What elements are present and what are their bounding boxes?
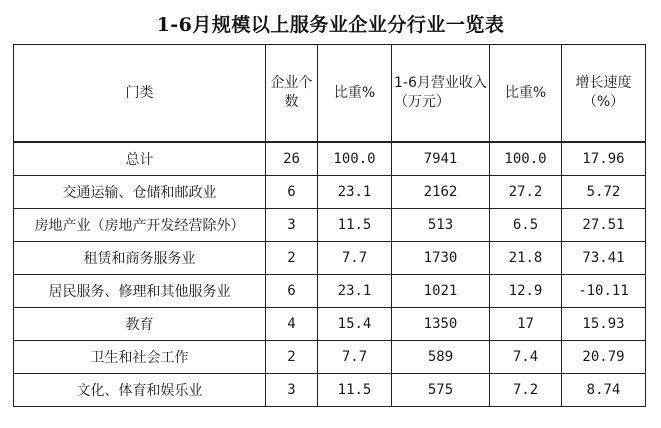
cell-revenue: 513 <box>392 209 490 242</box>
cell-share-count: 23.1 <box>318 275 392 308</box>
cell-share-revenue: 100.0 <box>490 142 562 176</box>
table-row <box>14 176 646 209</box>
cell-enterprise-count: 2 <box>266 242 318 275</box>
cell-revenue: 1350 <box>392 308 490 341</box>
cell-share-revenue: 7.4 <box>490 341 562 374</box>
cell-category: 交通运输、仓储和邮政业 <box>14 176 266 209</box>
cell-share-revenue: 27.2 <box>490 176 562 209</box>
header-enterprise-count: 企业个数 <box>266 45 318 143</box>
table-row <box>14 275 646 308</box>
cell-enterprise-count: 6 <box>266 176 318 209</box>
cell-enterprise-count: 3 <box>266 209 318 242</box>
cell-revenue: 1730 <box>392 242 490 275</box>
cell-share-revenue: 21.8 <box>490 242 562 275</box>
cell-enterprise-count: 3 <box>266 374 318 407</box>
table-row <box>14 142 646 176</box>
cell-revenue: 2162 <box>392 176 490 209</box>
cell-category: 总计 <box>14 142 266 176</box>
cell-category: 房地产业（房地产开发经营除外） <box>14 209 266 242</box>
cell-category: 居民服务、修理和其他服务业 <box>14 275 266 308</box>
cell-category: 卫生和社会工作 <box>14 341 266 374</box>
cell-enterprise-count: 26 <box>266 142 318 176</box>
cell-growth: 27.51 <box>562 209 646 242</box>
cell-share-revenue: 17 <box>490 308 562 341</box>
header-growth: 增长速度（%） <box>562 45 646 143</box>
cell-growth: 8.74 <box>562 374 646 407</box>
cell-growth: 73.41 <box>562 242 646 275</box>
cell-enterprise-count: 2 <box>266 341 318 374</box>
cell-share-count: 23.1 <box>318 176 392 209</box>
cell-category: 租赁和商务服务业 <box>14 242 266 275</box>
cell-enterprise-count: 4 <box>266 308 318 341</box>
cell-category: 文化、体育和娱乐业 <box>14 374 266 407</box>
cell-growth: 5.72 <box>562 176 646 209</box>
cell-share-count: 15.4 <box>318 308 392 341</box>
cell-share-count: 100.0 <box>318 142 392 176</box>
table-row <box>14 308 646 341</box>
table-title: 1-6月规模以上服务业企业分行业一览表 <box>156 14 505 36</box>
cell-revenue: 7941 <box>392 142 490 176</box>
cell-growth: 15.93 <box>562 308 646 341</box>
table-body <box>14 142 646 407</box>
header-revenue: 1-6月营业收入（万元） <box>392 45 490 143</box>
cell-share-revenue: 7.2 <box>490 374 562 407</box>
header-category: 门类 <box>14 45 266 143</box>
cell-share-revenue: 12.9 <box>490 275 562 308</box>
table-row <box>14 209 646 242</box>
cell-share-count: 7.7 <box>318 341 392 374</box>
cell-growth: 17.96 <box>562 142 646 176</box>
cell-growth: -10.11 <box>562 275 646 308</box>
header-row <box>14 45 646 143</box>
header-share-revenue: 比重% <box>490 45 562 143</box>
cell-revenue: 589 <box>392 341 490 374</box>
header-share-count: 比重% <box>318 45 392 143</box>
cell-share-revenue: 6.5 <box>490 209 562 242</box>
cell-revenue: 575 <box>392 374 490 407</box>
table-row <box>14 374 646 407</box>
industry-table <box>13 44 646 407</box>
cell-growth: 20.79 <box>562 341 646 374</box>
cell-enterprise-count: 6 <box>266 275 318 308</box>
table-row <box>14 341 646 374</box>
cell-share-count: 11.5 <box>318 209 392 242</box>
cell-share-count: 7.7 <box>318 242 392 275</box>
cell-revenue: 1021 <box>392 275 490 308</box>
table-row <box>14 242 646 275</box>
cell-category: 教育 <box>14 308 266 341</box>
cell-share-count: 11.5 <box>318 374 392 407</box>
